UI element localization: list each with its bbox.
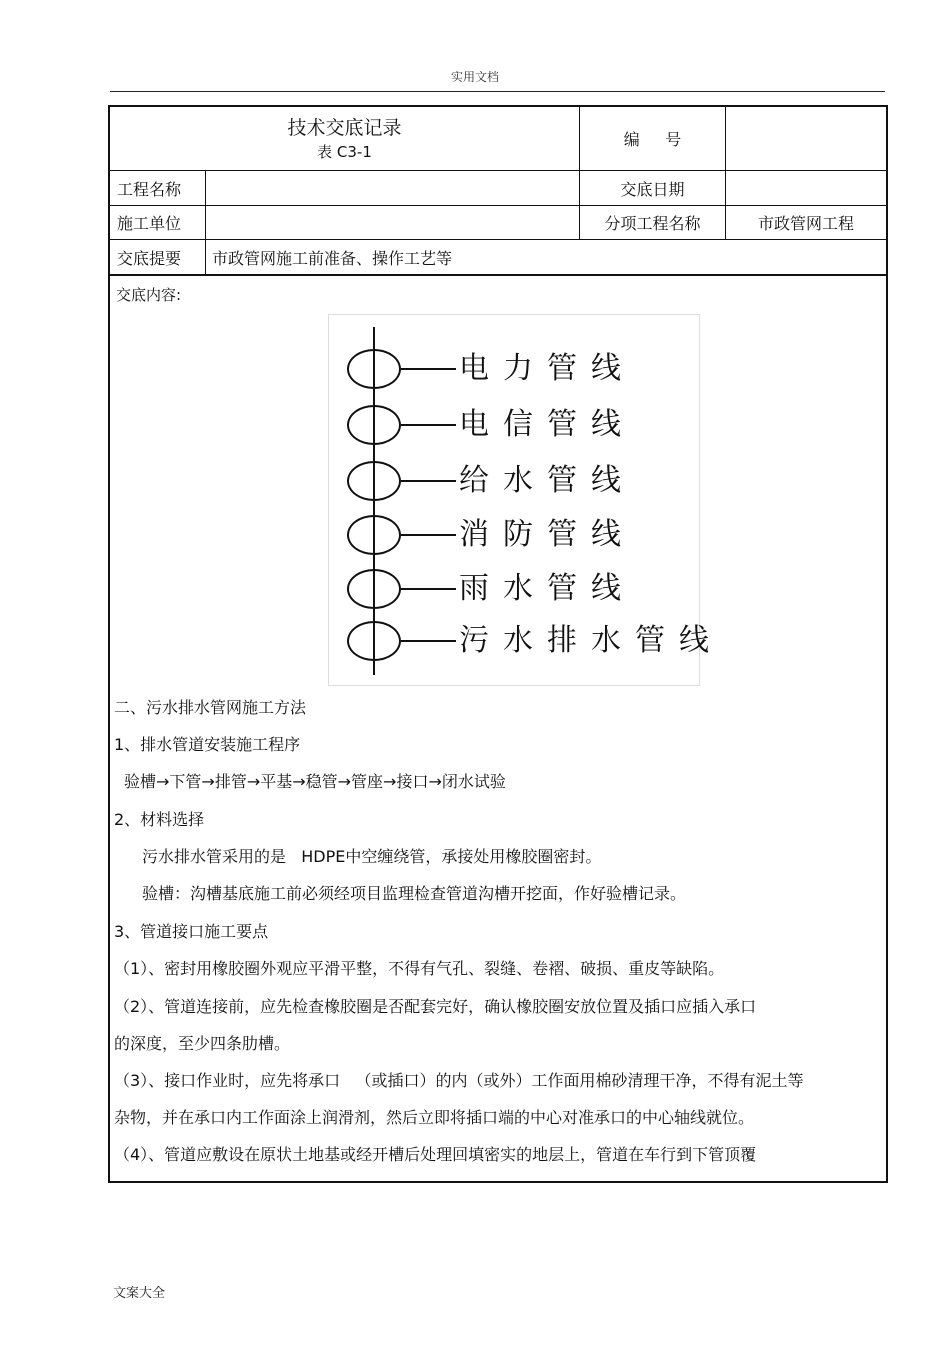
pipe-circle-icon — [347, 621, 401, 661]
subproject-label: 分项工程名称 — [580, 206, 726, 239]
unit-row — [110, 206, 886, 240]
title-cell — [110, 107, 580, 170]
summary-label: 交底提要 — [110, 240, 206, 274]
paragraph: （1）、密封用橡胶圈外观应平滑平整，不得有气孔、裂缝、卷褶、破损、重皮等缺陷。 — [114, 959, 725, 978]
pipe-row — [329, 569, 701, 609]
pipe-label: 电力管线 — [459, 351, 635, 386]
pipe-row — [329, 621, 723, 661]
paragraph: （2）、管道连接前，应先检查橡胶圈是否配套完好，确认橡胶圈安放位置及插口应插入承口 — [114, 997, 757, 1016]
pipe-label: 雨水管线 — [459, 571, 635, 606]
header-rule — [110, 91, 885, 92]
trench-text: 验槽：沟槽基底施工前必须经项目监理检查管道沟槽开挖面，作好验槽记录。 — [142, 884, 687, 903]
number-value[interactable] — [726, 107, 886, 170]
pipe-row — [329, 349, 701, 389]
subsection-heading: 3、管道接口施工要点 — [114, 922, 269, 941]
pipe-circle-icon — [347, 569, 401, 609]
pipe-circle-icon — [347, 405, 401, 445]
project-row — [110, 171, 886, 206]
pipe-label: 给水管线 — [459, 463, 635, 498]
content-label: 交底内容: — [116, 286, 182, 304]
project-name-value[interactable] — [206, 171, 580, 205]
pipe-leader-line — [401, 368, 456, 370]
form-subtitle: 表 C3-1 — [317, 142, 372, 161]
pipe-circle-icon — [347, 461, 401, 501]
page-footer: 文案大全 — [113, 1286, 166, 1301]
procedure-text: 验槽→下管→排管→平基→稳管→管座→接口→闭水试验 — [124, 772, 506, 791]
paragraph: 的深度，至少四条肋槽。 — [114, 1034, 291, 1053]
pipe-leader-line — [401, 640, 456, 642]
content-area — [110, 276, 886, 1181]
material-text: 污水排水管采用的是 HDPE中空缠绕管，承接处用橡胶圈密封。 — [142, 847, 602, 866]
subsection-heading: 2、材料选择 — [114, 810, 205, 829]
pipe-label: 消防管线 — [459, 517, 635, 552]
pipe-label: 电信管线 — [459, 407, 635, 442]
summary-value[interactable]: 市政管网施工前准备、操作工艺等 — [212, 248, 453, 268]
pipe-row — [329, 405, 701, 445]
unit-value[interactable] — [206, 206, 580, 239]
title-row — [110, 107, 886, 171]
pipe-circle-icon — [347, 349, 401, 389]
project-name-label: 工程名称 — [110, 171, 206, 205]
paragraph: （4）、管道应敷设在原状土地基或经开槽后处理回填密实的地层上，管道在车行到下管顶覆 — [114, 1145, 757, 1164]
pipe-leader-line — [401, 424, 456, 426]
subsection-heading: 1、排水管道安装施工程序 — [114, 735, 301, 754]
pipe-row — [329, 461, 701, 501]
paragraph: （3）、接口作业时，应先将承口 （或插口）的内（或外）工作面用棉砂清理干净，不得有泥土等 — [114, 1071, 804, 1090]
page-header: 实用文档 — [450, 70, 499, 84]
unit-label: 施工单位 — [110, 206, 206, 239]
section-heading: 二、污水排水管网施工方法 — [114, 698, 307, 717]
date-label: 交底日期 — [580, 171, 726, 205]
pipeline-diagram — [328, 314, 723, 686]
date-value[interactable] — [726, 171, 886, 205]
paragraph: 杂物，并在承口内工作面涂上润滑剂，然后立即将插口端的中心对准承口的中心轴线就位。 — [114, 1108, 755, 1127]
technical-disclosure-form — [108, 105, 888, 1183]
summary-row — [110, 240, 886, 276]
pipe-label: 污水排水管线 — [459, 623, 723, 658]
number-label: 编 号 — [580, 107, 726, 170]
pipe-leader-line — [401, 534, 456, 536]
pipe-leader-line — [401, 480, 456, 482]
pipe-leader-line — [401, 588, 456, 590]
pipe-row — [329, 515, 701, 555]
pipe-circle-icon — [347, 515, 401, 555]
subproject-value[interactable]: 市政管网工程 — [757, 214, 854, 233]
form-title: 技术交底记录 — [287, 116, 402, 139]
